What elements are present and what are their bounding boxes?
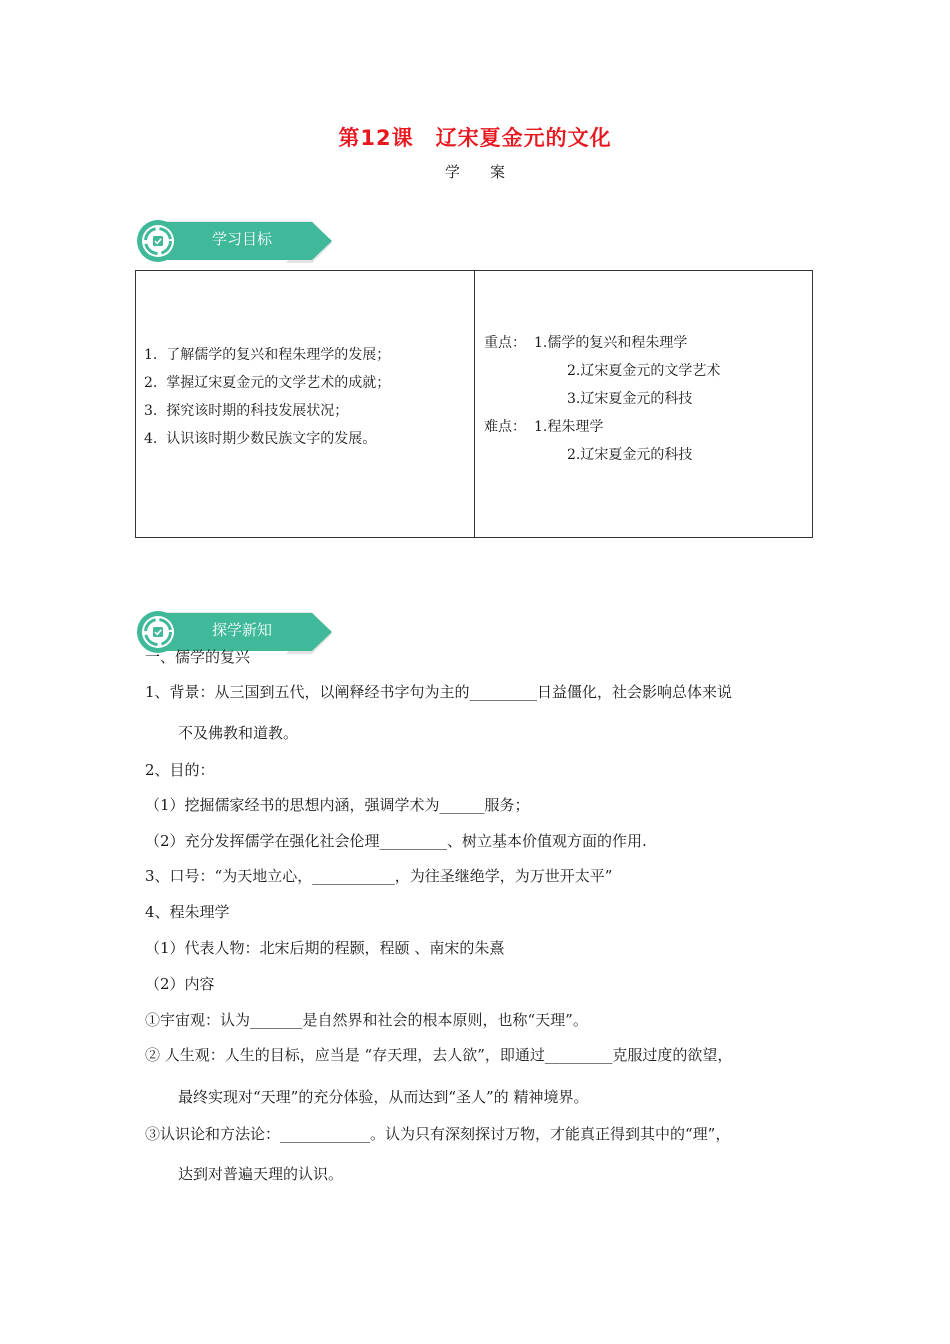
goal-item: 3. 探究该时期的科技发展状况； xyxy=(144,403,349,419)
content-line: 3、口号：“为天地立心，___________，为往圣继绝学，为万世开太平” xyxy=(145,867,613,885)
content-line: 不及佛教和道教。 xyxy=(178,724,299,742)
page-title: 第12课 辽宋夏金元的文化 xyxy=(338,126,612,150)
content-line: （1）代表人物：北宋后期的程颢，程颐 、南宋的朱熹 xyxy=(145,939,505,957)
goals-table xyxy=(135,270,813,538)
page-subtitle: 学案 xyxy=(444,163,535,181)
content-line: ①宇宙观：认为_______是自然界和社会的根本原则，也称“天理”。 xyxy=(145,1011,588,1029)
content-line: 4、程朱理学 xyxy=(145,903,230,921)
content-line: 最终实现对“天理”的充分体验，从而达到“圣人”的 精神境界。 xyxy=(178,1088,589,1106)
content-line: 1、背景：从三国到五代，以阐释经书字句为主的_________日益僵化，社会影响总体来说 xyxy=(145,683,733,701)
key-point: 1.儒学的复兴和程朱理学 xyxy=(534,335,688,351)
content-line: （2）内容 xyxy=(145,975,215,993)
difficult-point: 2.辽宋夏金元的科技 xyxy=(567,447,693,463)
key-points-label: 重点： xyxy=(484,335,526,351)
content-line: 达到对普遍天理的认识。 xyxy=(178,1165,344,1183)
key-point: 2.辽宋夏金元的文学艺术 xyxy=(567,363,721,379)
section-heading: 一、儒学的复兴 xyxy=(145,648,251,666)
content-line: ② 人生观：人生的目标，应当是 “存天理，去人欲”，即通过_________克服过度的欲望， xyxy=(145,1046,733,1064)
table-divider xyxy=(474,271,475,537)
difficult-points-label: 难点： xyxy=(484,419,526,435)
content-line: ③认识论和方法论：____________。认为只有深刻探讨万物，才能真正得到其中的“理”， xyxy=(145,1125,731,1143)
goal-item: 2. 掌握辽宋夏金元的文学艺术的成就； xyxy=(144,375,391,391)
content-line: 2、目的： xyxy=(145,761,215,779)
banner-label: 探学新知 xyxy=(212,621,273,639)
key-point: 3.辽宋夏金元的科技 xyxy=(567,391,693,407)
content-line: （2）充分发挥儒学在强化社会伦理_________、树立基本价值观方面的作用. xyxy=(145,832,647,850)
content-line: （1）挖掘儒家经书的思想内涵，强调学术为______服务； xyxy=(145,796,530,814)
goal-item: 4. 认识该时期少数民族文字的发展。 xyxy=(144,431,377,447)
difficult-point: 1.程朱理学 xyxy=(534,419,604,435)
section-banner-goals xyxy=(136,217,336,263)
banner-label: 学习目标 xyxy=(212,230,273,248)
goal-item: 1. 了解儒学的复兴和程朱理学的发展； xyxy=(144,347,391,363)
